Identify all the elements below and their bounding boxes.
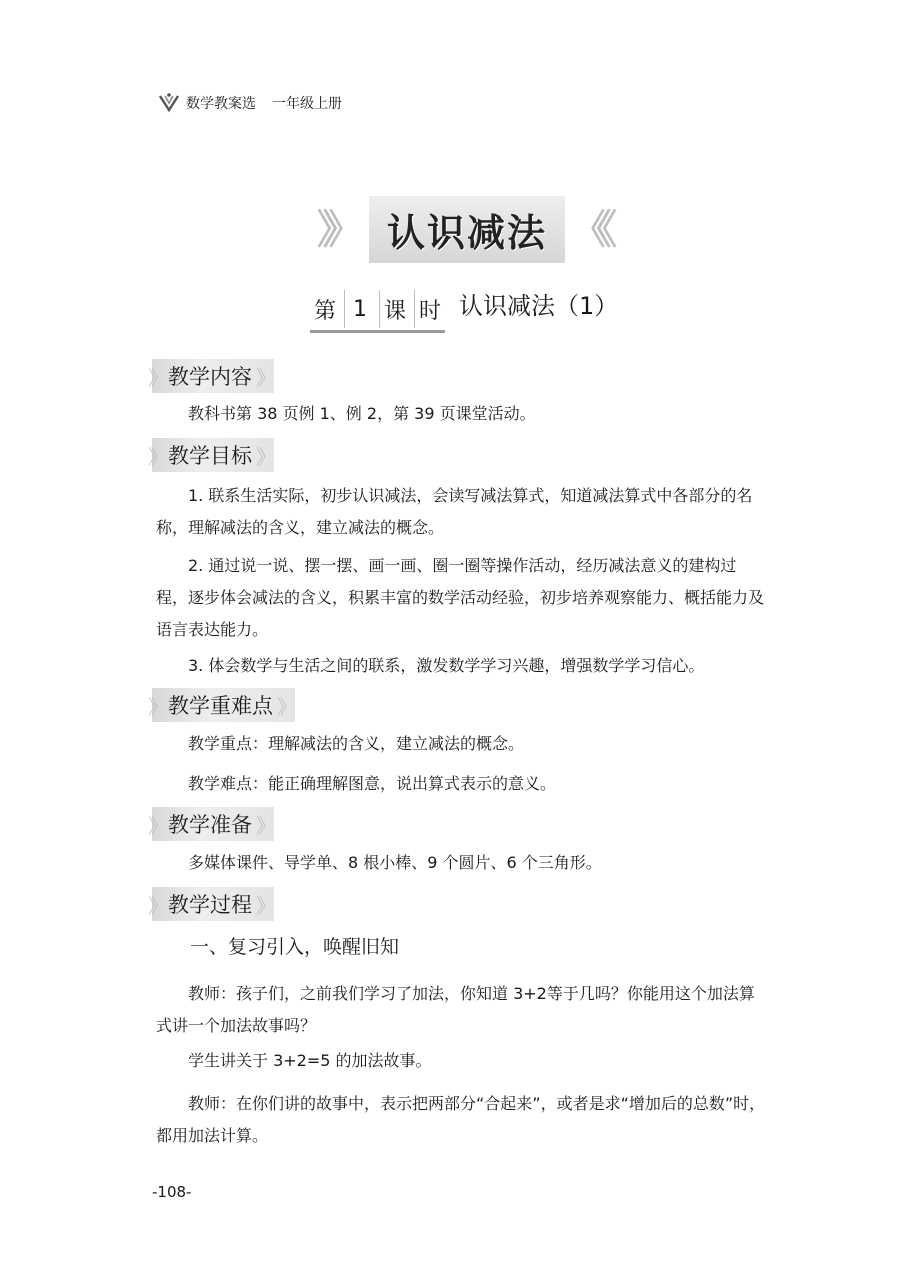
chapter-title-text: 认识减法 xyxy=(369,196,565,263)
goal-item-2: 2. 通过说一说、摆一摆、画一画、圈一圈等操作活动，经历减法意义的建构过程，逐步体会减法的含义，积累丰富的数学活动经验，初步培养观察能力、概括能力及语言表达能力。 xyxy=(156,556,765,639)
lesson-cell: 1 xyxy=(344,290,375,328)
chevron-right-icon: 》》 xyxy=(316,206,349,253)
prep-text: 多媒体课件、导学单、8 根小棒、9 个圆片、6 个三角形。 xyxy=(188,853,602,872)
lesson-cell: 时 xyxy=(414,290,445,328)
book-logo-icon xyxy=(158,92,180,114)
running-header xyxy=(158,92,342,114)
section-heading-goals: 》 教学目标 》 xyxy=(152,438,274,472)
series-name: 数学教案选 xyxy=(186,96,256,112)
section-heading-keypoints: 》 教学重难点 》 xyxy=(152,688,295,722)
content-text: 教科书第 38 页例 1、例 2，第 39 页课堂活动。 xyxy=(188,404,536,423)
goal-item-1: 1. 联系生活实际，初步认识减法，会读写减法算式，知道减法算式中各部分的名称，理解减法的含义，建立减法的概念。 xyxy=(156,486,753,537)
step-title: 一、复习引入，唤醒旧知 xyxy=(190,936,400,958)
lesson-subtitle: 认识减法（1） xyxy=(459,292,619,320)
key-focus: 教学重点：理解减法的含义，建立减法的概念。 xyxy=(188,734,525,753)
process-paragraph-1: 教师：孩子们，之前我们学习了加法，你知道 3+2等于几吗？你能用这个加法算式讲一个加法故事吗？ xyxy=(156,984,755,1035)
process-paragraph-3: 教师：在你们讲的故事中，表示把两部分“合起来”，或者是求“增加后的总数”时，都用加法计算。 xyxy=(156,1094,766,1145)
lesson-cell: 课 xyxy=(379,290,410,328)
section-heading-process: 》 教学过程 》 xyxy=(152,887,274,921)
section-heading-prep: 》 教学准备 》 xyxy=(152,807,274,841)
chapter-title xyxy=(0,196,920,263)
lesson-cell: 第 xyxy=(313,298,336,324)
goal-item-3: 3. 体会数学与生活之间的联系，激发数学学习兴趣，增强数学学习信心。 xyxy=(188,656,705,675)
process-paragraph-2: 学生讲关于 3+2=5 的加法故事。 xyxy=(188,1051,432,1070)
chevron-left-icon: 《《 xyxy=(571,206,603,253)
lesson-heading xyxy=(310,290,618,333)
page-number: -108- xyxy=(152,1183,192,1201)
section-heading-content: 》 教学内容 》 xyxy=(152,359,274,393)
grade-label: 一年级上册 xyxy=(272,96,342,112)
lesson-number-box xyxy=(310,290,445,333)
key-difficulty: 教学难点：能正确理解图意，说出算式表示的意义。 xyxy=(188,774,557,793)
